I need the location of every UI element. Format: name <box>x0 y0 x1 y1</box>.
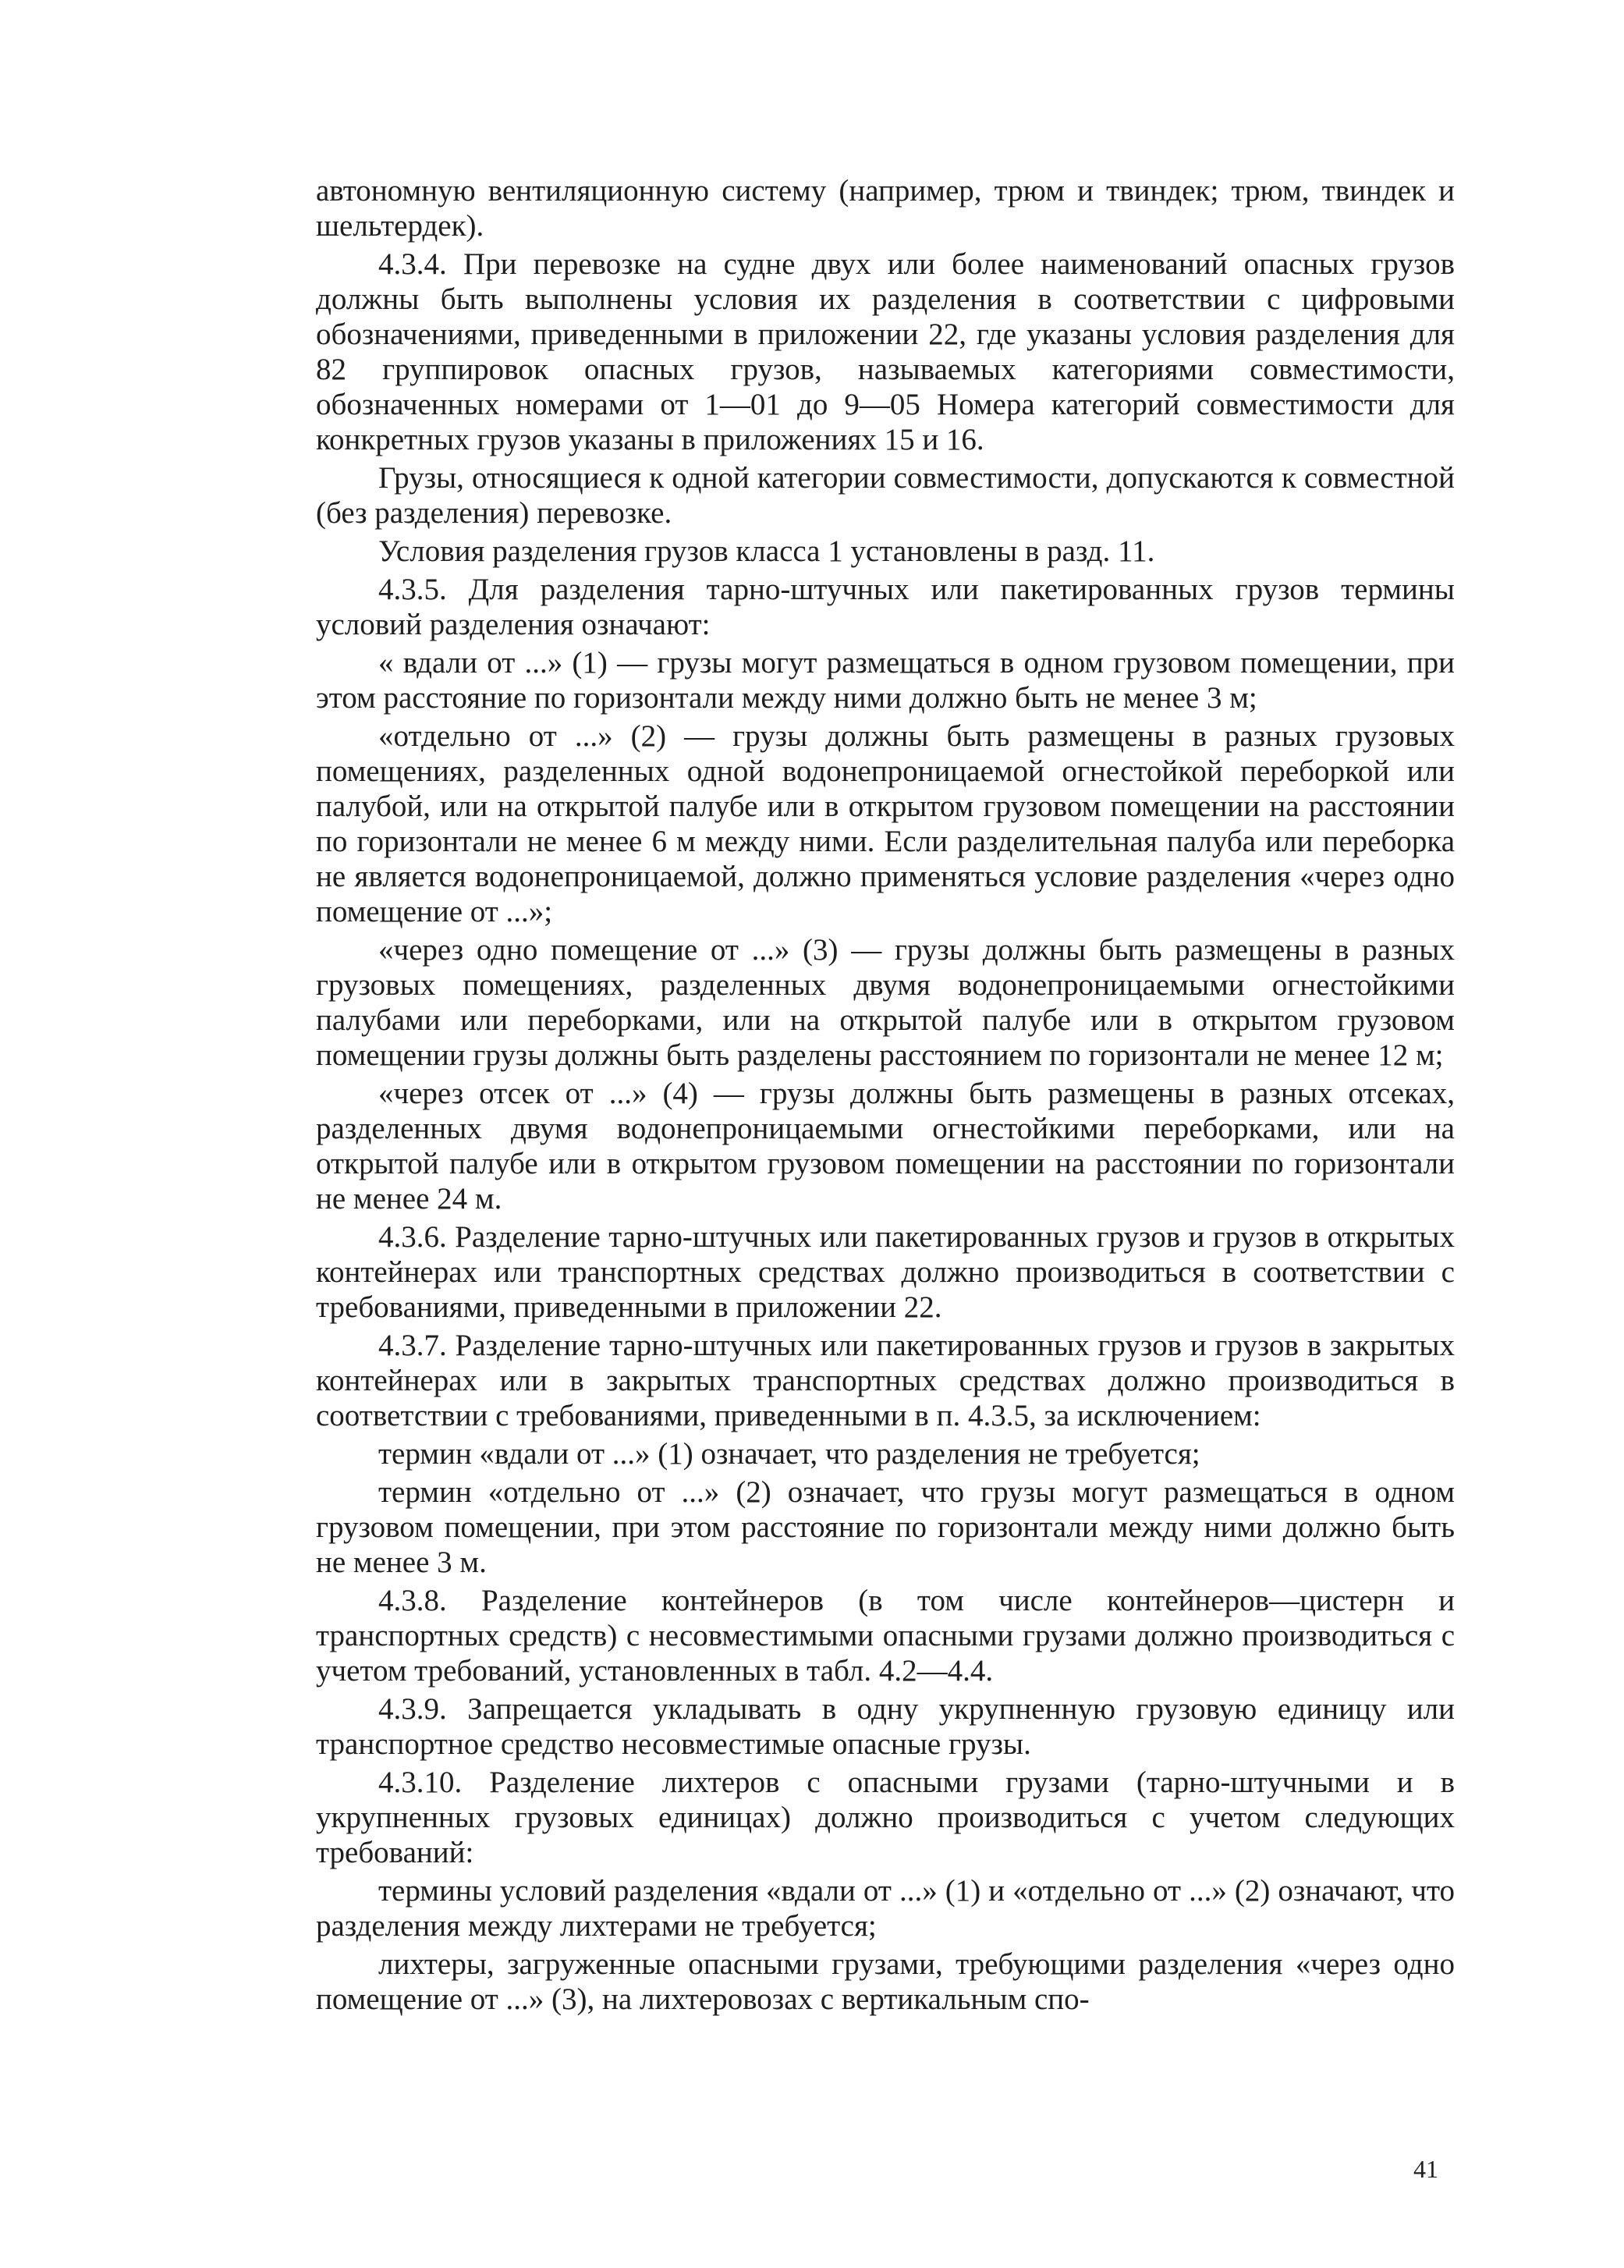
paragraph: 4.3.8. Разделение контейнеров (в том числе контейнеров—цистерн и транспортных средств) с несовместимыми опасными грузами должно производиться с учетом требований, установленных в табл. 4.2—4.4. <box>316 1584 1455 1688</box>
paragraph: «через отсек от ...» (4) — грузы должны быть размещены в разных отсеках, разделенных двумя водонепроницаемыми огнестойкими переборками, или на открытой палубе или в открытом грузовом помещении на расстоянии по горизонтали не менее 24 м. <box>316 1077 1455 1216</box>
paragraph: 4.3.4. При перевозке на судне двух или более наименований опасных грузов должны быть выполнены условия их разделения в соответствии с цифровыми обозначениями, приведенными в приложении 22, где указаны условия разделения для 82 группировок опасных грузов, называемых категориями совместимости, обозначенных номерами от 1—01 до 9—05 Номера категорий совместимости для конкретных грузов указаны в приложениях 15 и 16. <box>316 247 1455 456</box>
paragraph: автономную вентиляционную систему (например, трюм и твиндек; трюм, твиндек и шельтердек). <box>316 174 1455 243</box>
paragraph: термин «вдали от ...» (1) означает, что разделения не требуется; <box>378 1437 1200 1471</box>
paragraph: Грузы, относящиеся к одной категории совместимости, допускаются к совместной (без разделения) перевозке. <box>316 461 1455 530</box>
paragraph: 4.3.7. Разделение тарно-штучных или пакетированных грузов и грузов в закрытых контейнерах или в закрытых транспортных средствах должно производиться в соответствии с требованиями, приведенными в п. 4.3.5, за исключением: <box>316 1329 1455 1432</box>
paragraph: 4.3.10. Разделение лихтеров с опасными грузами (тарно-штучными и в укрупненных грузовых единицах) должно производиться с учетом следующих требований: <box>316 1766 1455 1869</box>
paragraph: лихтеры, загруженные опасными грузами, требующими разделения «через одно помещение от ...» (3), на лихтеровозах с вертикальным спо- <box>316 1947 1455 2016</box>
paragraph: термин «отдельно от ...» (2) означает, что грузы могут размещаться в одном грузовом помещении, при этом расстояние по горизонтали между ними должно быть не менее 3 м. <box>316 1475 1455 1579</box>
paragraph: термины условий разделения «вдали от ...» (1) и «отдельно от ...» (2) означают, что разделения между лихтерами не требуется; <box>316 1874 1455 1943</box>
paragraph: 4.3.9. Запрещается укладывать в одну укрупненную грузовую единицу или транспортное средство несовместимые опасные грузы. <box>316 1692 1455 1761</box>
paragraph: 4.3.5. Для разделения тарно-штучных или пакетированных грузов термины условий разделения означают: <box>316 573 1455 641</box>
paragraph: «через одно помещение от ...» (3) — грузы должны быть размещены в разных грузовых помещениях, разделенных двумя водонепроницаемыми огнестойкими палубами или переборками, или на открытой палубе или в открытом грузовом помещении грузы должны быть разделены расстоянием по горизонтали не менее 12 м; <box>316 933 1455 1072</box>
paragraph: « вдали от ...» (1) — грузы могут размещаться в одном грузовом помещении, при этом расстояние по горизонтали между ними должно быть не менее 3 м; <box>316 646 1455 715</box>
body-text <box>316 173 1455 2020</box>
paragraph: Условия разделения грузов класса 1 установлены в разд. 11. <box>378 534 1155 568</box>
paragraph: 4.3.6. Разделение тарно-штучных или пакетированных грузов и грузов в открытых контейнерах или транспортных средствах должно производиться в соответствии с требованиями, приведенными в приложении 22. <box>316 1220 1455 1324</box>
page-number: 41 <box>1413 2155 1438 2183</box>
paragraph: «отдельно от ...» (2) — грузы должны быть размещены в разных грузовых помещениях, разделенных одной водонепроницаемой огнестойкой переборкой или палубой, или на открытой палубе или в открытом грузовом помещении на расстоянии по горизонтали не менее 6 м между ними. Если разделительная палуба или переборка не является водонепроницаемой, должно применяться условие разделения «через одно помещение от ...»; <box>316 719 1455 928</box>
